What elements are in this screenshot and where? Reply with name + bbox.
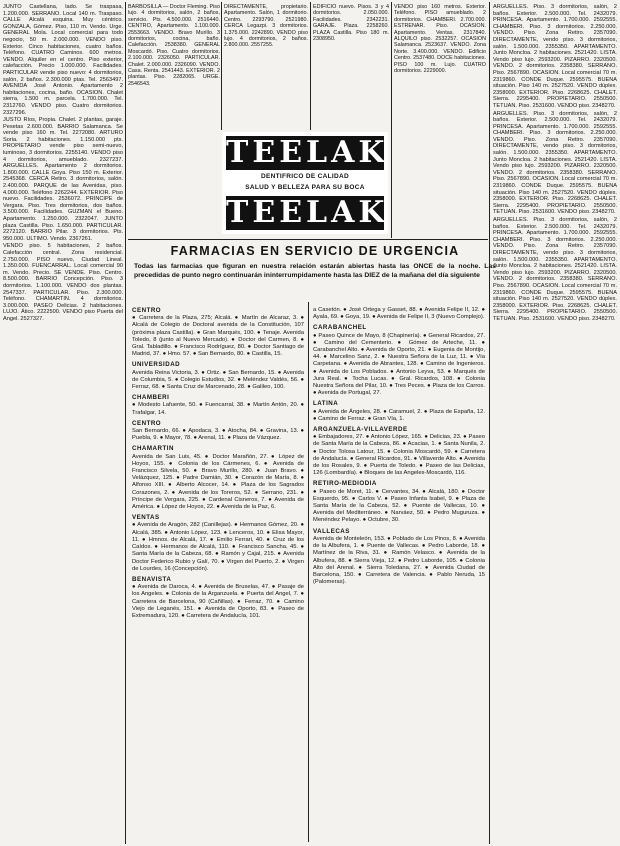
ad-tagline-1: DENTIFRICO DE CALIDAD xyxy=(261,173,349,180)
column-divider xyxy=(391,2,392,238)
column-divider xyxy=(310,2,311,130)
column-divider xyxy=(489,2,490,844)
classified-block: VENDO piso. 5 habitaciones, 2 baños. Calefacción central. Zona residencial. 2.750.000. PISO nuevo, Ciudad Lineal. 1.350.000. FUENCARRAL. Local comercial 90 m. Vendo. Precio. SE VENDE. Piso. Centro. 8.500.000. BARRIO Concepción. Piso. 3 dormitorios. 1.100.000. VENDO dos plantas. 2547337. PARTICULAR. Piso. 2.300.000. Teléfono. CHAMARTIN. 4 dormitorios. 3.000.000. PASEO Delicias. 2 habitaciones. LUJO. Ático. 2222500. VENDO piso Puerta del Angel. 2527327. xyxy=(3,243,123,322)
pharmacy-section xyxy=(132,394,304,417)
classified-block: VENDO piso 160 metros. Exterior. Teléfono. PISO amueblado. 2 dormitorios. CHAMBERI. 2.700.000. ESTRENAR. Piso. OCASION. Apartamento. Ventas. 2317840. ALQUILO piso. 2532257. OCASION Salamanca. 2523637. VENDO. Zona Norte. 3.400.000. VENDO. Edificio Centro. 2537480. DOCE habitaciones. PISO 100 m. Lujo. CUATRO dormitorios. 2229000. xyxy=(394,4,486,75)
classified-column-1 xyxy=(3,4,123,842)
section-text: Avenida de Monteleón, 153. ● Poblado de Los Pinos, 8. ● Avenida de la Albufera, 1. ● Puente de Vallecas. ● Pedro Laborde, 18. ● Martínez de la Riva, 31. ● Ramón Velasco. ● Avenida de la Albufera, 88. ● Sierra Vieja, 12. ● Pedro Laborde, 105. ● Colonia Alto del Arenal. ● Sierra Toledana, 27. ● Avenida Ciudad de Barcelona, 150. ● Carretera de Valencia. ● Pablo Neruda, 15 (Palomeras). xyxy=(313,535,485,586)
pharmacy-section xyxy=(132,307,304,358)
pharmacy-intro: Todas las farmacias que figuran en nuestra relación estarán abiertas hasta las ONCE de la noche. Las precedidas de punto negro continuarán ininterrumpidamente hasta las DIEZ de la mañana del día siguiente xyxy=(134,263,496,279)
section-text: ● Carretera de la Plaza, 275; Alcalá. ● Martín de Alcaraz, 3. ● Alcalá de Colegio de Doctoral avenida de la Constitución, 107 (próxima plaza Castilla). ● Gran Marqués, 100. ● Tenaje. Avenida Toledo, 8 (junto al Nuevo Mercado). ● Doctor del Carmen, 8. ● Gral. Tabladillo. ● Francisco Rodríguez, 80. ● Doctor Santiago de Madrid, 37. ● Hmo. 57. ● San Bernardo, 80. ● Castilla, 15. xyxy=(132,315,304,358)
section-heading: CENTRO xyxy=(132,419,162,427)
classified-column-4 xyxy=(313,4,389,128)
section-heading: VALLECAS xyxy=(313,527,350,535)
classified-column-3 xyxy=(224,4,308,128)
section-heading: UNIVERSIDAD xyxy=(132,361,181,369)
ad-brand-top: TEELAK xyxy=(226,135,389,170)
section-text: ● Paseo de Moret, 11. ● Cervantes, 34. ● Alcalá, 180. ● Doctor Esquerdo, 95. ● Carlos V. ● Paseo Infanta Isabel, 9. ● Plaza de Santa María de la Cabeza, 52. ● Puente de Vallecas, 10. ● Avenida del Mediterráneo. ● Narváez, 50. ● Pedro Muguruza. ● Menéndez Pelayo. ● Octubre, 30. xyxy=(313,488,485,524)
pharmacy-section xyxy=(313,480,485,524)
pharmacy-section xyxy=(132,445,304,511)
section-heading: ARGANZUELA-VILLAVERDE xyxy=(313,426,408,434)
classified-block: DIRECTAMENTE, propietario. Apartamento. Salón, 1 dormitorio. Centro. 2293790. 2521980. CERCA Legazpi. 3 dormitorios. 1.375.000. 2242890. VENDO piso lujo. 4 dormitorios, 2 baños. 2.800.000. 2557255. xyxy=(224,4,308,49)
section-heading: CARABANCHEL xyxy=(313,324,367,332)
section-heading: VENTAS xyxy=(132,514,160,522)
section-text: Avenida Reina Victoria, 3. ● Ortiz. ● San Bernardo, 15. ● Avenida de Columbia, 5. ● Colegio Estudios, 32. ● Meléndez Valdés, 56. ● Ferraz, 68. ● Santa Cruz de Marcenado, 28. ● Galileo, 100. xyxy=(132,369,304,391)
classified-column-5 xyxy=(394,4,486,236)
pharmacy-section xyxy=(313,400,485,423)
section-heading: BENAVISTA xyxy=(132,575,172,583)
pharmacy-section xyxy=(313,307,485,321)
section-text: ● Avenida de Ángeles, 28. ● Caramuel, 2. ● Plaza de España, 12. ● Camino de Ferraz. ● Gran Vía, 1. xyxy=(313,408,485,422)
classified-block: ARGUELLES. Piso. 3 dormitorios, salón, 2 baños. Exterior. 2.500.000. Tel. 2432079. PRINCESA. Apartamento. 1.700.000. 2592555. CHAMBERI. Piso. 3 dormitorios. 2.250.000. VENDO. Piso. Zona Retiro. 2357090. DIRECTAMENTE, vendo piso. 3 dormitorios, salón. 1.500.000. 2355350. APARTAMENTO. Junto Moncloa. 2 habitaciones. 2521420. LISTA. Vendo piso lujo. 2593200. PIZARRO. 2320500. VENDO. 2 dormitorios. 2358380. SERRANO. Piso. 2567890. OCASION. Local comercial 70 m. 2319860. CONDE Duque. 2595575. BUENA situación. Piso 140 m. 2527520. VENDO dúplex. 2358000. EXTERIOR. Piso. 2268625. CHALET. Sierra. 2295400. PROPIETARIO. 2550500. TETUAN. Piso. 2531600. VENDO piso. 2348270. xyxy=(493,110,617,216)
classified-block: ARGUELLES. Piso. 3 dormitorios, salón, 2 baños. Exterior. 2.500.000. Tel. 2432079. PRINCESA. Apartamento. 1.700.000. 2592555. CHAMBERI. Piso. 3 dormitorios. 2.250.000. VENDO. Piso. Zona Retiro. 2357090. DIRECTAMENTE, vendo piso. 3 dormitorios, salón. 1.500.000. 2355350. APARTAMENTO. Junto Moncloa. 2 habitaciones. 2521420. LISTA. Vendo piso lujo. 2593200. PIZARRO. 2320500. VENDO. 2 dormitorios. 2358380. SERRANO. Piso. 2567890. OCASION. Local comercial 70 m. 2319860. CONDE Duque. 2595575. BUENA situación. Piso 140 m. 2527520. VENDO dúplex. 2358000. EXTERIOR. Piso. 2268625. CHALET. Sierra. 2295400. PROPIETARIO. 2550500. TETUAN. Piso. 2531600. VENDO piso. 2348270. xyxy=(493,4,617,109)
pharmacy-column-left xyxy=(132,304,304,840)
classified-column-2 xyxy=(128,4,220,230)
section-text: Avenida de San Luis, 45. ● Doctor Marañón, 27. ● López de Hoyos, 155. ● Colonia de los Cármenes, 6. ● Avenida de Francisco Silvela, 50. ● Bravo Murillo, 280. ● Juan Bravo. ● Velázquez, 125. ● Padre Damián, 30. ● Corazón de María, 8. ● Alfonso XIII. ● Alberto Alcocer, 14. ● Plaza de los Sagrados Corazones, 2. ● Avenida de los Toreros, 52. ● Serrano, 231. ● Príncipe de Vergara, 225. ● Cardenal Cisneros, 7. ● Avenida de América. ● López de Hoyos, 22. ● Avenida de la Paz, 6. xyxy=(132,453,304,511)
pharmacy-section xyxy=(132,576,304,620)
pharmacy-section xyxy=(313,426,485,477)
section-heading: CHAMBERI xyxy=(132,394,170,402)
section-text: ● Embajadores, 27. ● Antonio López, 165. ● Delicias, 23. ● Paseo de Santa María de la Cabeza, 86. ● Acacias, 1. ● Santa Nunila, 2. ● Doctor Tolosa Latour, 15. ● Colonia Moscardó, 59. ● Carretera de Andalucía. ● General Ricardos, 91. ● Villaverde Alto. ● Avenida de los Rosales, 9. ● Puerta de Toledo. ● Paseo de las Delicias, 126 (Lombardía). ● Bloques de las Angeles-Moscardó, 116. xyxy=(313,434,485,477)
classified-block: EDIFICIO nuevo. Pisos. 3 y 4 dormitorios. 2.050.000. Facilidades. 2342231. GARAJE. Plaza. 2258260. PLAZA Castilla. Piso 180 m. 2308950. xyxy=(313,4,389,43)
section-heading: CENTRO xyxy=(132,307,162,314)
classified-column-6 xyxy=(493,4,617,842)
classified-block: JUSTO Ríos, Propia. Chalet. 2 plantas, garaje. Pesetas 2.600.000. BARRIO Salamanca. Se vende piso 160 m. Tel. 2272080. ARTURO Soria. 2 habitaciones. 1.150.000 pts. PROPIETARIO vende piso semi-nuevo, luminoso, 3 dormitorios. 2255140. VENDO piso 4 dormitorios, amueblado. 2327237. ARGUELLES. Apartamento 2 dormitorios. 1.800.000. CALLE Goya. Piso 150 m. Exterior. 2545368. CERCA Retiro. 3 dormitorios, salón. 2.400.000. PARQUE de las Avenidas, piso. 4.000.000. Teléfono 2262244. EXTERIOR. Piso nuevo. Facilidades. 2536072. PRINCIPE de Vergara. Piso. Tres dormitorios, dos baños. 3.500.000. Facilidades. GUZMAN el Bueno. Apartamento. 1.250.000. 2322047. JUNTO plaza Castilla. Piso. 1.650.000. PARTICULAR. 2272120. BARRIO Pilar. 3 dormitorios. Pts. 950.000. ULTIMO. Vendo. 2367261. xyxy=(3,117,123,242)
column-divider xyxy=(308,302,309,842)
pharmacy-section xyxy=(313,528,485,587)
section-text: ● Avenida de Aragón, 282 (Canillejas). ● Hermanos Gómez, 20. ● Alcalá, 385. ● Antonio López, 123. ● Lenceros, 10. ● Elisa Mayor, 11. ● Hmnos. de Alcalá, 17. ● Emilio Ferrari, 40. ● Cruz de los Caídos. ● Hermanos de Alcalá, 110. ● Francisco Sancha, 45. ● Santa María de la Cabeza, 68. ● Ramón y Cajal, 215. ● Avenida Doctor Federico Rubio y Galí, 70. ● Virgen del Puerto, 2. ● Virgen de Lourdes, 16 (Concepción). xyxy=(132,522,304,572)
section-text: a Casetón. ● José Ortega y Gasset, 88. ● Avenida Felipe II, 12. ● Ayala, 69. ● Goya, 19. ● Avenida de Felipe II, 3 (Nuevo Complejo). xyxy=(313,307,485,321)
pharmacy-section xyxy=(132,514,304,573)
pharmacy-section xyxy=(313,324,485,397)
section-heading: CHAMARTIN xyxy=(132,445,174,453)
section-text: ● Modesto Lafuente, 50. ● Fuencarral, 38. ● Martín Antón, 20. ● Trafalgar, 14. xyxy=(132,402,304,416)
ad-brand-bottom: TEELAK xyxy=(226,195,389,230)
pharmacy-section xyxy=(132,361,304,391)
classified-block: BARBOSILLA — Doctor Fleming. Piso lujo. 4 dormitorios, salón, 2 baños, servicio. Pts. 4.500.000. 2516440. CENTRO, Apartamento. 1.100.000. 2553663. VENDO. Bravo Murillo. 3 dormitorios, cocina, baño. Calefacción. 2538380. GENERAL Moscardó. Piso. Cuatro dormitorios. 2.100.000. 2326050. PARTICULAR. Chalet. 2.000.000. 2326090. VENDO. Casa. Renta. 2541443. EXTERIOR. 2 plantas. Piso. 2282065. URGE. 2546543. xyxy=(128,4,220,87)
pharmacy-column-right xyxy=(313,304,485,840)
ad-tagline-2: SALUD Y BELLEZA PARA SU BOCA xyxy=(245,184,365,191)
section-text: ● Paseo Quince de Mayo, 8 (Chapinería). ● General Ricardos, 27. ● Camino del Cementerio. ● Gómez de Arteche, 11. ● Carabanchel Alto. ● Avenida de Oporto, 21. ● Eugenia de Montijo, 44. ● Marcelino Sanz, 2. ● Nuestra Señora de la Luz, 11. ● Vía Carpetana. ● Avenida de Abrantes, 128. ● Camino de Ingenieros. ● Avenida de Los Poblados. ● Antonio Leyva, 53. ● Marqués de Jura Real. ● Tocha Lucas. ● Gral. Ricardos, 108. ● Colonia Nuestra Señora del Pilar, 10. ● Tres Peces. ● Plaza de los Carros. ● Avenida de Portugal, 27. xyxy=(313,332,485,397)
section-divider xyxy=(128,239,488,240)
teelak-advertisement xyxy=(222,132,388,234)
classified-block: JUNTO Castellana, lado. Se traspasa, 1.200.000. SERRANO. Local 140 m. Traspaso. CALLE Alcalá esquina. Muy céntrico. GONZALA, Gómez. Piso, 110 m. Vendo. Urge. GENERAL Mola. Local comercial para todo negocio, 50 m. 2.000.000. VENDO piso. Exterior. Cinco habitaciones, cuatro baños. Teléfono. CUATRO Caminos. 600 metros. VENDO. Alquiler en el centro. Piso exterior, calefacción. Precio 1.000.000. Facilidades. PARTICULAR vende piso nuevo: 4 dormitorios, salón, 2 baños. 2.300.000 ptas. Tel. 2563497. AVENIDA José Antonio. Apartamento 2 habitaciones, cocina, baño. OCASION. Chalet sierra, 1.500 m. parcela. 1.700.000. Tel. 2312760. VENDO piso. Cuatro dormitorios. 2327296. xyxy=(3,4,123,116)
section-text: ● Avenida de Daroca, 4. ● Avenida de Bruselas, 47. ● Pasaje de los Angeles. ● Colonia de la Arganzuela. ● Puerta del Angel, 7. ● Carretera de Barcelona, 90 (Cañillas). ● Ferraz, 70. ● Camino Viejo de Leganés, 151. ● Avenida de Oporto, 83. ● Paseo de Extremadura, 120. ● Carretera de Andalucía, 101. xyxy=(132,584,304,619)
pharmacy-section-title: FARMACIAS EN SERVICIO DE URGENCIA xyxy=(170,244,460,258)
pharmacy-section xyxy=(132,420,304,443)
section-heading: RETIRO-MEDIODIA xyxy=(313,480,377,488)
section-heading: LATINA xyxy=(313,400,339,408)
classified-block: ARGUELLES. Piso. 3 dormitorios, salón, 2 baños. Exterior. 2.500.000. Tel. 2432079. PRINCESA. Apartamento. 1.700.000. 2592555. CHAMBERI. Piso. 3 dormitorios. 2.250.000. VENDO. Piso. Zona Retiro. 2357090. DIRECTAMENTE, vendo piso. 3 dormitorios, salón. 1.500.000. 2355350. APARTAMENTO. Junto Moncloa. 2 habitaciones. 2521420. LISTA. Vendo piso lujo. 2593200. PIZARRO. 2320500. VENDO. 2 dormitorios. 2358380. SERRANO. Piso. 2567890. OCASION. Local comercial 70 m. 2319860. CONDE Duque. 2595575. BUENA situación. Piso 140 m. 2527520. VENDO dúplex. 2358000. EXTERIOR. Piso. 2268625. CHALET. Sierra. 2295400. PROPIETARIO. 2550500. TETUAN. Piso. 2531600. VENDO piso. 2348270. xyxy=(493,217,617,322)
section-text: San Bernardo, 66. ● Apodaca, 3. ● Atocha, 84. ● Gravina, 13. ● Puebla, 9. ● Mayor, 78. ● Arenal, 11. ● Plaza de Vázquez. xyxy=(132,428,304,442)
column-divider xyxy=(125,2,126,844)
column-divider xyxy=(221,2,222,130)
